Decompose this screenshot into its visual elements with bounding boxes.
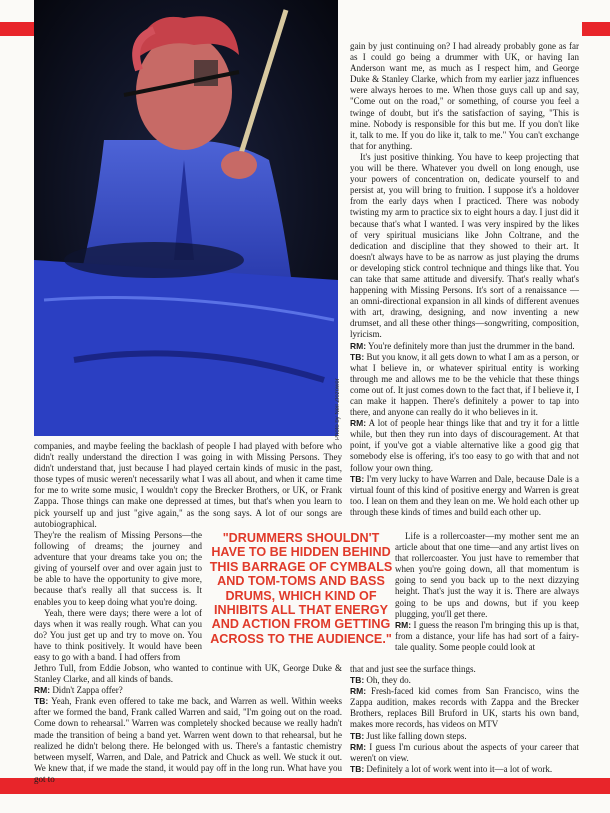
right-column-bottom — [350, 664, 579, 775]
paragraph: RM: A lot of people hear things like that and try it for a little while, but then they run into days of discouragement. At that point, if you've got a viable alternative like a good gig that somebody else is offering, it's too easy to go with that and not follow your own thing. — [350, 418, 579, 473]
left-wide-text — [34, 441, 342, 530]
photo-credit: Photo by Neil Zlozower — [335, 378, 341, 440]
right-column-top — [350, 41, 579, 518]
right-column-lower — [395, 531, 579, 653]
pull-quote: "DRUMMERS SHOULDN'T HAVE TO BE HIDDEN BEHIND THIS BARRAGE OF CYMBALS AND TOM-TOMS AND BASS DRUMS, WHICH KIND OF INHIBITS ALL THAT ENERGY AND ACTION FROM GETTING ACROSS TO THE AUDIENCE." — [209, 531, 393, 646]
paragraph: that and just see the surface things. — [350, 664, 476, 674]
paragraph: RM: I guess the reason I'm bringing this up is that, from a distance, your life has had sort of a fairy-tale quality. Some people could look at — [395, 619, 580, 652]
paragraph: RM: You're definitely more than just the drummer in the band. — [350, 340, 575, 351]
top-red-bar-right — [582, 22, 610, 36]
paragraph: Jethro Tull, from Eddie Jobson, who wanted to continue with UK, George Duke & Stanley Clarke, and all kinds of bands. — [34, 663, 342, 685]
drummer-photo — [34, 0, 338, 436]
paragraph: They're the realism of Missing Persons—the following of dreams; the journey and adventure that your dreams take you on; the giving of yourself over and over again just to be able to have the opportunity to give more, because that's really all that success is. It enables you to keep doing what you're doing. — [34, 530, 202, 607]
paragraph: companies, and maybe feeling the backlash of people I had played with before who didn't really understand the direction I was going in with Missing Persons. They didn't understand that, just because I had played certain kinds of music in the past, those types of music weren't necessarily what I was all about, and when it came time for me to write some music, I wouldn't copy the Brecker Brothers, or UK, or Frank Zappa. Those things can make one depressed at times, but that's when you learn to pick yourself up and just "give again," as the song says. A lot of our songs are autobiographical. — [34, 441, 342, 529]
paragraph: TB: Oh, they do. — [350, 675, 411, 686]
paragraph: gain by just continuing on? I had already probably gone as far as I could go being a drummer with UK, or having Ian Anderson want me, as much as I respect him, and George Duke & Stanley Clarke, which from my earlier jazz influences were always heroes to me. When those guys call up and say, "Come out on the road," or something, of course you feel a twinge of doubt, but it's the satisfaction of saying, "This is mine. Nobody is responsible for this but me. If you don't like it, talk to me. If you do like it, talk to me." You can't exchange that for anything. — [350, 41, 579, 151]
paragraph: TB: Definitely a lot of work went into it—a lot of work. — [350, 763, 553, 774]
paragraph: TB: I'm very lucky to have Warren and Dale, because Dale is a virtual fount of this kind of positive energy and Warren is great too. I lean on them and they lean on me. We hold each other up through these kinds of times and build each other up. — [350, 473, 579, 517]
paragraph: TB: Yeah, Frank even offered to take me back, and Warren as well. Within weeks after we formed the band, Frank called Warren and said, "I'm going out on the road. Come down to rehearsal." Warren was completely shocked because we really hadn't made the transition of being a band yet. Warren went down to that rehearsal, but he realized he didn't belong there. He belonged with us. There's a fantastic chemistry between myself, Warren, and Dale, and Patrick and Chuck as well. We stuck it out. We knew that, if we made the stand, it would pay off in the long run. What have you got to — [34, 696, 342, 784]
paragraph: TB: Just like falling down steps. — [350, 730, 467, 741]
paragraph: TB: But you know, it all gets down to what I am as a person, or what I believe in, or whatever spiritual entity is working through me and allows me to be the vehicle that these things come out of. It just comes down to the fact that, if I believe it, I can make it happen. There's definitely a power to tap into there, and anyone can really do it who believes in it. — [350, 351, 579, 418]
drummer-photo-icon — [34, 0, 338, 436]
top-red-bar — [0, 22, 34, 36]
paragraph: RM: Fresh-faced kid comes from San Francisco, wins the Zappa audition, makes records with Zappa and the Brecker Brothers, replaces Bill Bruford in UK, starts his own band, makes more records, has videos on MTV — [350, 686, 580, 730]
left-narrow-text — [34, 530, 202, 663]
paragraph: Life is a rollercoaster—my mother sent me an article about that one time—and any artist lives on that rollercoaster. You just have to remember that when you're going down, all that momentum is going to send you back up to the next dizzying height. That's just the way it is. There are always going to be ups and downs, but if you keep plugging, you'll get there. — [395, 531, 579, 619]
paragraph: RM: Didn't Zappa offer? — [34, 685, 123, 696]
left-bottom-text — [34, 663, 342, 785]
paragraph: It's just positive thinking. You have to keep projecting that you will be there. Whatever you dwell on long enough, use your powers of concentration on, dedicate yourself to and persist at, you will bring to fruition. I suppose it's a holdover from the early days when I practiced. There was nobody twisting my arm to practice six to eight hours a day. I just did it because that's what I wanted. I was very inspired by the likes of very spiritual musicians like John Coltrane, and the dedication and discipline that they showed to their art. It doesn't always have to be as narrow as just playing the drums or developing stick control technique and things like that. You can take that same attitude and diversify. That's really what's happening with Missing Persons. It's sort of a renaissance — an omni-directional expansion in all kinds of different avenues with art, drawing, designing, and now inventing a new drumset, and all these other things—songwriting, composition, lyricism. — [350, 151, 579, 340]
paragraph: RM: I guess I'm curious about the aspects of your career that weren't on view. — [350, 741, 579, 763]
paragraph: Yeah, there were days; there were a lot of days when it was really rough. What can you do? You just get up and try to move on. You have to think positively. It would have been easy to go with a band. I had offers from — [34, 607, 202, 663]
